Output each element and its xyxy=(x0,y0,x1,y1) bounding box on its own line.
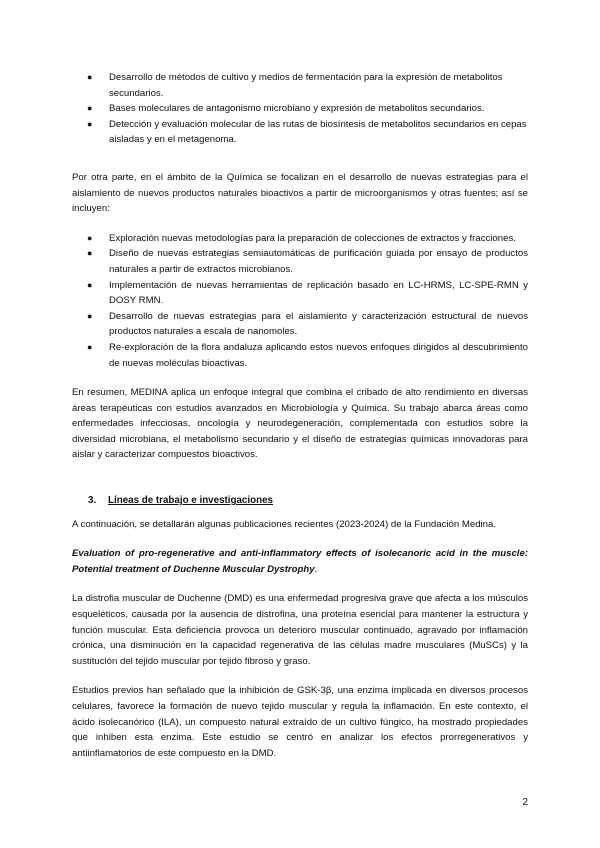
section-number: 3. xyxy=(88,495,97,507)
bullet-icon: ● xyxy=(87,232,93,243)
list-item: ● Bases moleculares de antagonismo microbiano y expresión de metabolitos secundarios. xyxy=(72,101,528,117)
page-number: 2 xyxy=(522,797,528,808)
bullet-icon: ● xyxy=(87,248,93,259)
bullet-icon: ● xyxy=(87,72,93,82)
article-title-paragraph xyxy=(72,546,528,577)
bullet-icon: ● xyxy=(87,310,93,321)
section-title: Líneas de trabajo e investigaciones xyxy=(108,495,273,507)
paragraph-intro: A continuación, se detallarán algunas publicaciones recientes (2023-2024) de la Fundación Medina. xyxy=(72,518,497,530)
list-item: ● Desarrollo de nuevas estrategias para el aislamiento y caracterización estructural de nuevos productos naturales a escala de nanomoles. xyxy=(87,310,528,338)
bullet-icon: ● xyxy=(87,341,93,352)
bullet-icon: ● xyxy=(87,103,93,114)
article-title: Evaluation of pro-regenerative and anti-inflammatory effects of isolecanoric acid in the muscle: Potential treatment of Duchenne Muscular Dystrophy xyxy=(72,548,528,575)
section-heading xyxy=(72,493,528,509)
list-item: ● Exploración nuevas metodologías para la preparación de colecciones de extractos y fracciones. xyxy=(72,231,528,247)
list-item: ● Implementación de nuevas herramientas de replicación basado en LC-HRMS, LC-SPE-RMN y DOSY RMN. xyxy=(87,279,528,307)
bullet-list-chemistry xyxy=(72,231,528,371)
bullet-icon: ● xyxy=(87,279,93,290)
paragraph-gsk: Estudios previos han señalado que la inhibición de GSK-3β, una enzima implicada en diversos procesos celulares, favorece la formación de nuevo tejido muscular y regula la inflamación. En este contexto, el ácido isolecanórico (ILA), un compuesto natural extraído de un cultivo fúngico, ha mostrado propiedades que inhiben esta enzima. Este estudio se centró en analizar los efectos prorregenerativos y antiinflamatorios de este compuesto en la DMD. xyxy=(72,685,528,759)
page-content xyxy=(72,70,528,761)
bullet-icon: ● xyxy=(87,118,93,129)
bullet-list-microbiology xyxy=(72,70,528,148)
list-item: ● Desarrollo de métodos de cultivo y medios de fermentación para la expresión de metabolitos secundarios. xyxy=(87,72,503,99)
list-item: ● Detección y evaluación molecular de las rutas de biosíntesis de metabolitos secundarios en cepas aisladas y en el metagenoma. xyxy=(87,118,527,146)
article-title-end: . xyxy=(314,563,318,575)
paragraph-resumen: En resumen, MEDINA aplica un enfoque integral que combina el cribado de alto rendimiento en diversas áreas terapéuticas con estudios avanzados en Microbiología y Química. Su trabajo abarca áreas como enfermedades infecciosas, oncología y neurodegeneración, complementada con estudios sobre la diversidad microbiana, el metabolismo secundario y el diseño de estrategias químicas innovadoras para aislar y caracterizar compuestos bioactivos. xyxy=(72,387,528,461)
list-item: ● Re-exploración de la flora andaluza aplicando estos nuevos enfoques dirigidos al descubrimiento de nuevas moléculas bioactivas. xyxy=(87,341,528,369)
list-item: ● Diseño de nuevas estrategias semiautomáticas de purificación guiada por ensayo de productos naturales a partir de extractos microbianos. xyxy=(87,248,528,275)
paragraph-quimica: Por otra parte, en el ámbito de la Química se focalizan en el desarrollo de nuevas estrategias para el aislamiento de nuevos productos naturales bioactivos a partir de microorganismos y otras fuentes; así se incluyen: xyxy=(72,171,528,215)
paragraph-dmd: La distrofia muscular de Duchenne (DMD) es una enfermedad progresiva grave que afecta a los músculos esqueléticos, causada por la ausencia de distrofina, una proteína esencial para mantener la estructura y función muscular. Esta deficiencia provoca un deterioro muscular continuado, agravado por inflamación crónica, una disminución en la capacidad regenerativa de las células madre musculares (MuSCs) y la sustitución del tejido muscular por tejido fibroso y graso. xyxy=(72,593,528,667)
